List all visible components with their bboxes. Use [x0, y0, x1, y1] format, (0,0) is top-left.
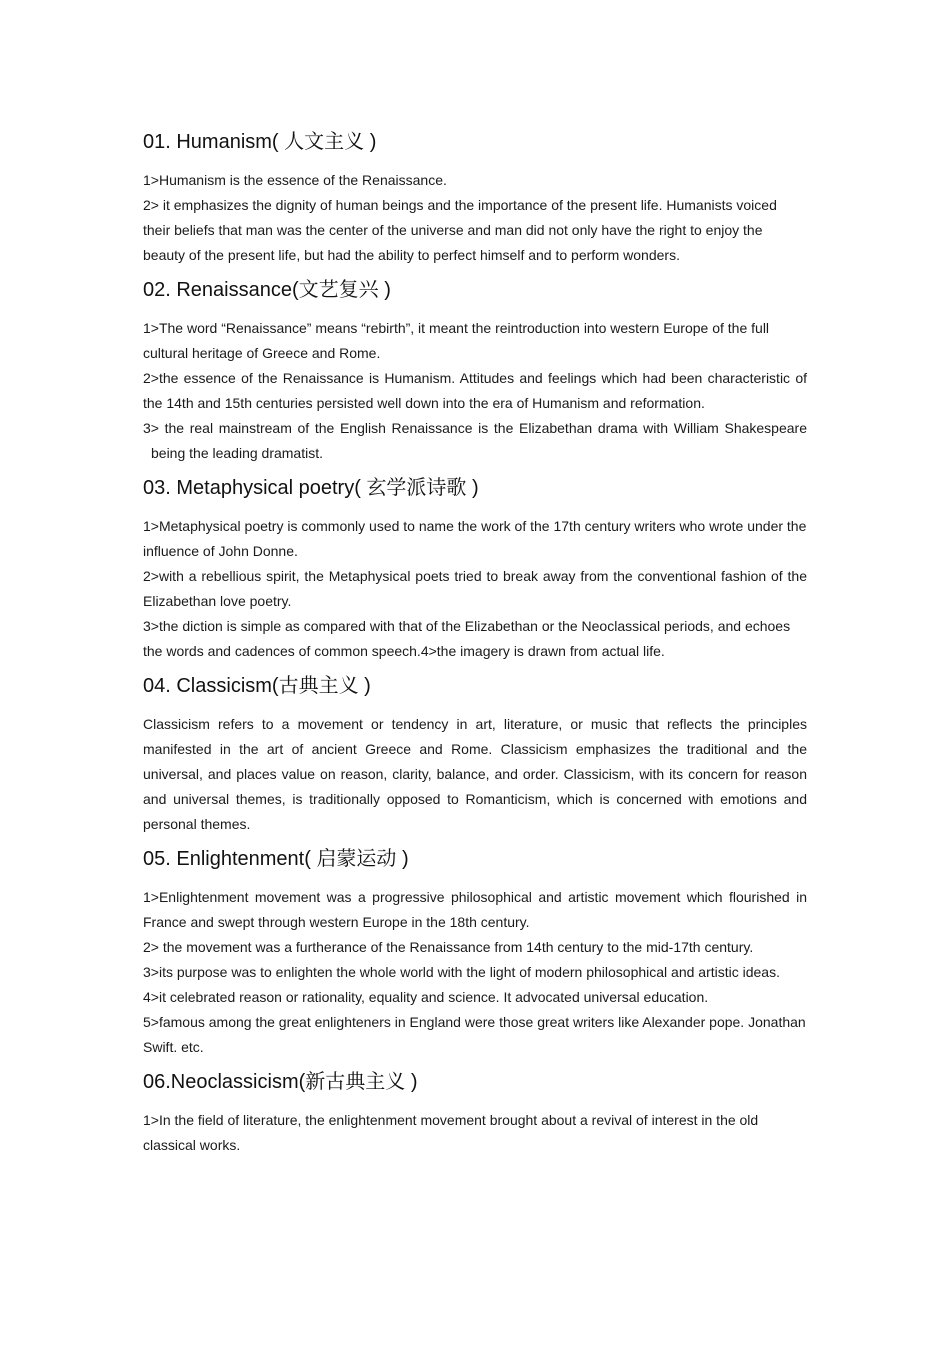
paragraph: 4>it celebrated reason or rationality, equality and science. It advocated universal education. — [143, 989, 709, 1005]
paragraph: 3> the real mainstream of the English Renaissance is the Elizabethan drama with William Shakespeare being the leading dramatist. — [143, 420, 807, 461]
section-renaissance — [143, 276, 807, 466]
paragraph: Classicism refers to a movement or tendency in art, literature, or music that reflects the principles manifested in the art of ancient Greece and Rome. Classicism emphasizes the traditional and the universal, and places value on reason, clarity, balance, and order. Classicism, with its concern for reason and universal themes, is traditionally opposed to Romanticism, which is concerned with emotions and personal themes. — [143, 716, 807, 832]
paragraph: 1>Enlightenment movement was a progressive philosophical and artistic movement which flourished in France and swept through western Europe in the 18th century. — [143, 889, 807, 930]
section-neoclassicism — [143, 1068, 807, 1158]
section-heading: 06.Neoclassicism(新古典主义 ) — [143, 1071, 418, 1093]
paragraph: 5>famous among the great enlighteners in England were those great writers like Alexander pope. Jonathan Swift. etc. — [143, 1014, 806, 1055]
paragraph: 1>In the field of literature, the enlightenment movement brought about a revival of interest in the old classical works. — [143, 1112, 759, 1153]
paragraph: 3>its purpose was to enlighten the whole world with the light of modern philosophical and artistic ideas. — [143, 964, 780, 980]
document-page — [143, 128, 807, 1158]
paragraph: 2>the essence of the Renaissance is Humanism. Attitudes and feelings which had been characteristic of the 14th and 15th centuries persisted well down into the era of Humanism and reformation. — [143, 370, 807, 411]
paragraph: 1>The word “Renaissance” means “rebirth”, it meant the reintroduction into western Europe of the full cultural heritage of Greece and Rome. — [143, 320, 770, 361]
paragraph: 3>the diction is simple as compared with that of the Elizabethan or the Neoclassical periods, and echoes the words and cadences of common speech.4>the imagery is drawn from actual life. — [143, 618, 791, 659]
paragraph: 1>Humanism is the essence of the Renaissance. — [143, 172, 447, 188]
section-heading: 02. Renaissance(文艺复兴 ) — [143, 279, 391, 301]
section-enlightenment — [143, 845, 807, 1060]
section-metaphysical-poetry — [143, 474, 807, 664]
paragraph: 2> the movement was a furtherance of the Renaissance from 14th century to the mid-17th century. — [143, 939, 754, 955]
section-humanism — [143, 128, 807, 268]
paragraph: 2>with a rebellious spirit, the Metaphysical poets tried to break away from the conventional fashion of the Elizabethan love poetry. — [143, 568, 807, 609]
section-heading: 01. Humanism( 人文主义 ) — [143, 131, 377, 153]
paragraph: 1>Metaphysical poetry is commonly used to name the work of the 17th century writers who wrote under the influence of John Donne. — [143, 518, 807, 559]
section-heading: 03. Metaphysical poetry( 玄学派诗歌 ) — [143, 477, 479, 499]
section-heading: 05. Enlightenment( 启蒙运动 ) — [143, 848, 409, 870]
paragraph: 2> it emphasizes the dignity of human beings and the importance of the present life. Humanists voiced their beliefs that man was the center of the universe and man did not only have the right to enjoy the beauty of the present life, but had the ability to perfect himself and to perform wonders. — [143, 197, 777, 263]
section-heading: 04. Classicism(古典主义 ) — [143, 675, 371, 697]
section-classicism — [143, 672, 807, 837]
